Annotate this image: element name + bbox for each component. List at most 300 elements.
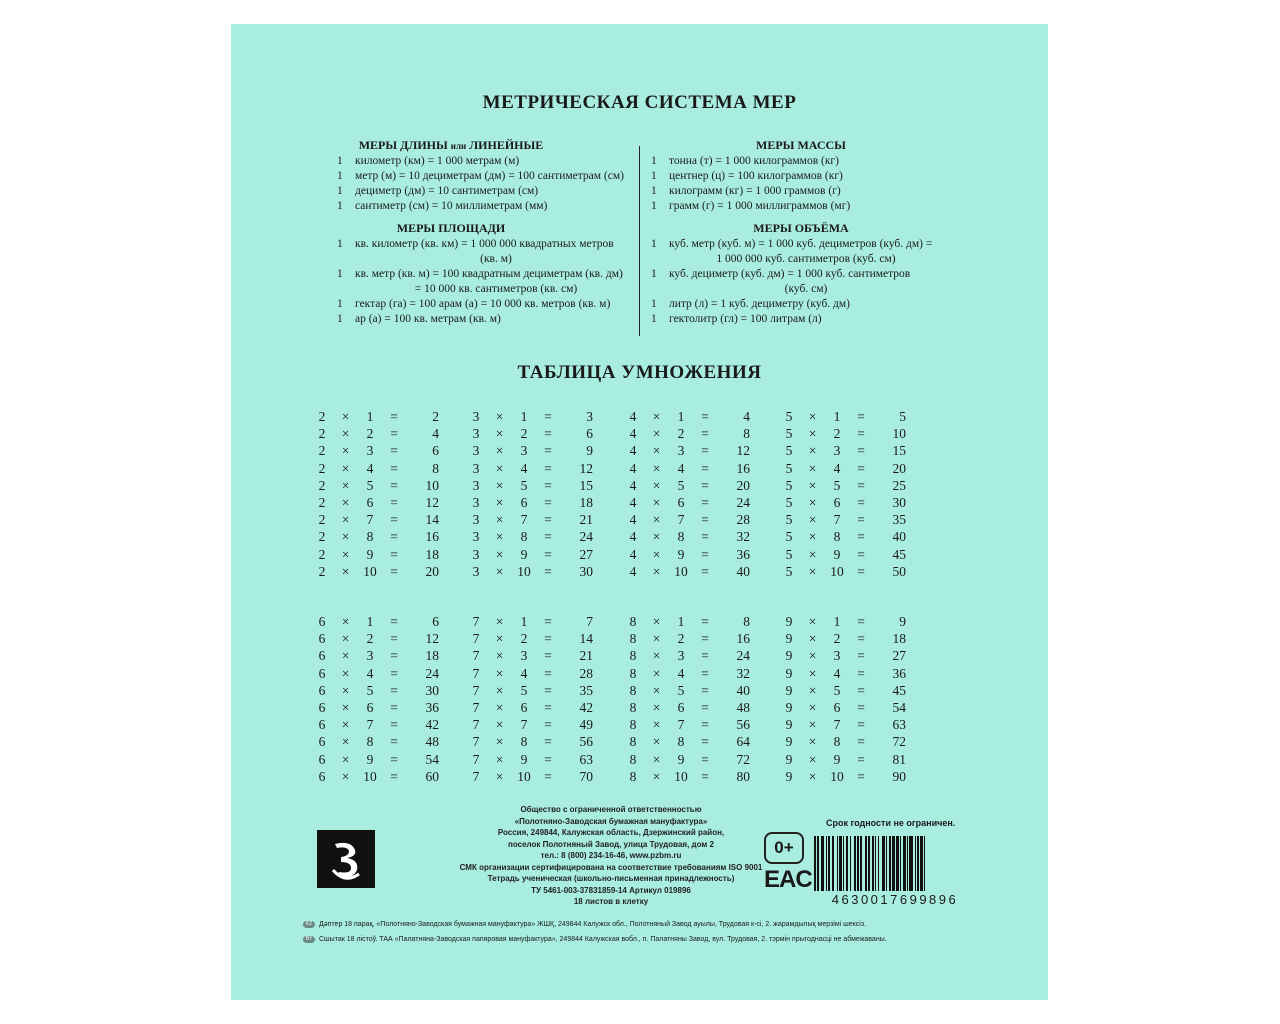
equals-sign: = [857, 529, 865, 545]
barcode-bar [886, 836, 887, 891]
barcode-bar [917, 836, 919, 891]
factor-a: 7 [472, 768, 480, 784]
factor-a: 5 [785, 563, 793, 579]
multiplication-row [781, 442, 906, 459]
shelf-life-text: Срок годности не ограничен. [826, 818, 956, 828]
multiplication-row [468, 494, 593, 511]
times-sign: × [808, 563, 817, 579]
factor-b: 7 [520, 512, 528, 528]
factor-b: 7 [520, 717, 528, 733]
barcode-bar [814, 836, 816, 891]
multiplication-row [314, 477, 439, 494]
length-rules [337, 154, 637, 214]
product: 15 [579, 477, 593, 493]
equals-sign: = [701, 665, 709, 681]
equals-sign: = [701, 443, 709, 459]
barcode-bar [868, 836, 870, 891]
equals-sign: = [544, 546, 552, 562]
times-sign: × [495, 648, 504, 664]
manufacturer-info-line: «Полотняно-Заводская бумажная мануфактура» [514, 816, 708, 826]
factor-b: 9 [833, 751, 841, 767]
equals-sign: = [857, 443, 865, 459]
equals-sign: = [544, 682, 552, 698]
factor-a: 7 [472, 734, 480, 750]
rule-text: грамм (г) = 1 000 миллиграммов (мг) [669, 200, 851, 212]
factor-a: 3 [472, 443, 480, 459]
equals-sign: = [544, 494, 552, 510]
multiplication-row [468, 699, 593, 716]
factor-b: 5 [366, 477, 374, 493]
factor-a: 7 [472, 699, 480, 715]
multiplication-table-5 [781, 408, 906, 580]
product: 50 [892, 563, 906, 579]
factor-b: 5 [366, 682, 374, 698]
factor-a: 6 [318, 682, 326, 698]
product: 49 [579, 717, 593, 733]
equals-sign: = [701, 426, 709, 442]
product: 54 [425, 751, 439, 767]
equals-sign: = [544, 477, 552, 493]
times-sign: × [341, 665, 350, 681]
times-sign: × [495, 426, 504, 442]
factor-b: 3 [677, 443, 685, 459]
equals-sign: = [390, 494, 398, 510]
rule-item [651, 169, 943, 184]
times-sign: × [341, 734, 350, 750]
multiplication-row [625, 460, 750, 477]
factor-b: 3 [520, 443, 528, 459]
rule-text-block [355, 267, 637, 297]
equals-sign: = [544, 648, 552, 664]
factor-a: 2 [318, 443, 326, 459]
factor-a: 6 [318, 648, 326, 664]
rule-text: гектолитр (гл) = 100 литрам (л) [669, 313, 822, 325]
product: 9 [586, 443, 593, 459]
factor-a: 4 [629, 409, 637, 424]
multiplication-row [625, 477, 750, 494]
factor-b: 5 [833, 682, 841, 698]
multiplication-row [314, 682, 439, 699]
multiplication-row [314, 716, 439, 733]
factor-b: 8 [366, 529, 374, 545]
rule-text-block [669, 267, 943, 297]
barcode-bar [872, 836, 873, 891]
multiplication-row [625, 716, 750, 733]
product: 40 [736, 682, 750, 698]
factor-b: 5 [677, 477, 685, 493]
product: 18 [579, 494, 593, 510]
manufacturer-info-line: 18 листов в клетку [573, 897, 649, 906]
factor-a: 6 [318, 751, 326, 767]
multiplication-table-7 [468, 613, 593, 785]
factor-b: 7 [677, 512, 685, 528]
factor-b: 6 [677, 699, 685, 715]
times-sign: × [652, 631, 661, 647]
metric-system-title: МЕТРИЧЕСКАЯ СИСТЕМА МЕР [482, 92, 797, 113]
product: 36 [425, 699, 439, 715]
times-sign: × [341, 631, 350, 647]
factor-a: 7 [472, 751, 480, 767]
product: 36 [736, 546, 750, 562]
times-sign: × [495, 768, 504, 784]
barcode-bar [889, 836, 890, 891]
times-sign: × [495, 529, 504, 545]
product: 80 [736, 768, 750, 784]
equals-sign: = [390, 409, 398, 424]
equals-sign: = [857, 460, 865, 476]
times-sign: × [341, 529, 350, 545]
rule-item [651, 312, 943, 327]
equals-sign: = [857, 426, 865, 442]
factor-b: 3 [520, 648, 528, 664]
rule-number: 1 [651, 298, 657, 310]
rule-item [337, 184, 637, 199]
product: 35 [892, 512, 906, 528]
factor-b: 3 [366, 648, 374, 664]
multiplication-row [625, 699, 750, 716]
multiplication-title: ТАБЛИЦА УМНОЖЕНИЯ [517, 362, 762, 383]
factor-a: 4 [629, 512, 637, 528]
factor-b: 8 [677, 734, 685, 750]
factor-a: 2 [318, 563, 326, 579]
equals-sign: = [390, 563, 398, 579]
times-sign: × [652, 494, 661, 510]
equals-sign: = [390, 426, 398, 442]
factor-a: 8 [629, 614, 637, 629]
times-sign: × [808, 734, 817, 750]
factor-a: 3 [472, 546, 480, 562]
times-sign: × [341, 443, 350, 459]
factor-b: 1 [366, 409, 374, 424]
rule-number: 1 [651, 155, 657, 167]
equals-sign: = [390, 614, 398, 629]
rule-number: 1 [337, 200, 343, 212]
multiplication-row [314, 494, 439, 511]
rule-text-block [669, 169, 943, 184]
times-sign: × [495, 717, 504, 733]
factor-b: 9 [366, 546, 374, 562]
equals-sign: = [701, 648, 709, 664]
rule-continuation: (куб. см) [784, 283, 828, 295]
barcode [814, 836, 976, 891]
product: 72 [736, 751, 750, 767]
factor-b: 6 [677, 494, 685, 510]
factor-b: 7 [833, 717, 841, 733]
barcode-bar [900, 836, 901, 891]
equals-sign: = [390, 768, 398, 784]
times-sign: × [808, 546, 817, 562]
rule-text: литр (л) = 1 куб. дециметру (куб. дм) [669, 298, 851, 310]
age-rating-badge: 0+ [764, 832, 804, 864]
factor-b: 3 [677, 648, 685, 664]
multiplication-row [625, 442, 750, 459]
rule-text: ар (а) = 100 кв. метрам (кв. м) [355, 313, 501, 325]
rule-text: кв. метр (кв. м) = 100 квадратным дециметрам (кв. дм) [355, 268, 623, 280]
product: 63 [579, 751, 593, 767]
factor-b: 10 [830, 563, 844, 579]
equals-sign: = [701, 512, 709, 528]
rule-item [651, 267, 943, 297]
multiplication-row [468, 751, 593, 768]
times-sign: × [808, 682, 817, 698]
factor-b: 5 [520, 477, 528, 493]
factor-b: 6 [833, 494, 841, 510]
multiplication-row [468, 647, 593, 664]
rule-item [337, 297, 637, 312]
product: 72 [892, 734, 906, 750]
rule-number: 1 [651, 200, 657, 212]
barcode-bar [832, 836, 833, 891]
factor-a: 4 [629, 546, 637, 562]
volume-rules [651, 237, 943, 327]
rule-item [337, 312, 637, 327]
multiplication-row [781, 647, 906, 664]
rule-continuation: 1 000 000 куб. сантиметров (куб. см) [716, 253, 896, 265]
multiplication-row [314, 528, 439, 545]
barcode-bar [817, 836, 818, 891]
product: 8 [743, 614, 750, 629]
barcode-bar [920, 836, 922, 891]
manufacturer-info [431, 804, 791, 908]
times-sign: × [652, 460, 661, 476]
times-sign: × [808, 426, 817, 442]
equals-sign: = [857, 563, 865, 579]
multiplication-row [314, 408, 439, 425]
multiplication-row [314, 563, 439, 580]
length-heading: МЕРЫ ДЛИНЫ или ЛИНЕЙНЫЕ [358, 138, 544, 152]
equals-sign: = [701, 563, 709, 579]
times-sign: × [341, 768, 350, 784]
product: 24 [425, 665, 439, 681]
product: 42 [425, 717, 439, 733]
factor-b: 4 [833, 665, 841, 681]
times-sign: × [808, 665, 817, 681]
factor-b: 4 [520, 665, 528, 681]
product: 81 [892, 751, 906, 767]
factor-a: 8 [629, 699, 637, 715]
product: 32 [736, 665, 750, 681]
equals-sign: = [390, 529, 398, 545]
multiplication-row [781, 716, 906, 733]
factor-b: 4 [833, 460, 841, 476]
multiplication-row [625, 647, 750, 664]
product: 5 [899, 409, 906, 424]
factor-b: 6 [520, 494, 528, 510]
times-sign: × [808, 648, 817, 664]
manufacturer-logo [317, 830, 375, 888]
factor-b: 8 [520, 529, 528, 545]
equals-sign: = [544, 614, 552, 629]
rule-text: гектар (га) = 100 арам (а) = 10 000 кв. метров (кв. м) [355, 298, 611, 310]
product: 18 [892, 631, 906, 647]
multiplication-row [781, 425, 906, 442]
multiplication-row [781, 630, 906, 647]
multiplication-row [781, 528, 906, 545]
equals-sign: = [390, 477, 398, 493]
equals-sign: = [701, 631, 709, 647]
barcode-bar [878, 836, 879, 891]
multiplication-row [314, 630, 439, 647]
product: 54 [892, 699, 906, 715]
multiplication-table-4 [625, 408, 750, 580]
product: 64 [736, 734, 750, 750]
factor-b: 5 [677, 682, 685, 698]
product: 28 [579, 665, 593, 681]
barcode-bar [860, 836, 862, 891]
times-sign: × [495, 751, 504, 767]
factor-b: 2 [366, 426, 374, 442]
multiplication-row [314, 733, 439, 750]
product: 16 [736, 631, 750, 647]
factor-a: 9 [785, 768, 793, 784]
factor-b: 1 [677, 614, 685, 629]
rule-text: центнер (ц) = 100 килограммов (кг) [669, 170, 843, 182]
multiplication-row [781, 563, 906, 580]
multiplication-row [625, 408, 750, 425]
equals-sign: = [544, 717, 552, 733]
multiplication-row [781, 494, 906, 511]
multiplication-row [781, 613, 906, 630]
rule-text: килограмм (кг) = 1 000 граммов (г) [669, 185, 841, 197]
product: 45 [892, 546, 906, 562]
factor-a: 9 [785, 665, 793, 681]
factor-a: 2 [318, 529, 326, 545]
product: 10 [892, 426, 906, 442]
product: 20 [736, 477, 750, 493]
multiplication-row [468, 408, 593, 425]
product: 32 [736, 529, 750, 545]
times-sign: × [341, 751, 350, 767]
rule-item [337, 199, 637, 214]
equals-sign: = [390, 648, 398, 664]
equals-sign: = [544, 460, 552, 476]
factor-a: 9 [785, 631, 793, 647]
rule-item [651, 154, 943, 169]
multiplication-row [625, 511, 750, 528]
by-badge: BY [303, 936, 315, 943]
equals-sign: = [544, 734, 552, 750]
factor-a: 2 [318, 477, 326, 493]
factor-a: 5 [785, 443, 793, 459]
barcode-bar [924, 836, 925, 891]
mass-rules [651, 154, 943, 214]
rule-text: куб. метр (куб. м) = 1 000 куб. дециметров (куб. дм) = [669, 238, 933, 250]
manufacturer-info-line: поселок Полотняный Завод, улица Трудовая, дом 2 [508, 839, 714, 849]
factor-b: 6 [366, 494, 374, 510]
factor-b: 4 [677, 665, 685, 681]
factor-a: 3 [472, 460, 480, 476]
equals-sign: = [857, 614, 865, 629]
product: 15 [892, 443, 906, 459]
volume-heading: МЕРЫ ОБЪЁМА [753, 221, 849, 235]
factor-b: 4 [366, 665, 374, 681]
factor-a: 5 [785, 426, 793, 442]
times-sign: × [652, 426, 661, 442]
multiplication-row [468, 768, 593, 785]
factor-a: 4 [629, 494, 637, 510]
area-heading: МЕРЫ ПЛОЩАДИ [396, 221, 506, 235]
times-sign: × [495, 563, 504, 579]
equals-sign: = [701, 734, 709, 750]
factor-a: 8 [629, 631, 637, 647]
times-sign: × [341, 546, 350, 562]
times-sign: × [341, 409, 350, 424]
multiplication-row [314, 442, 439, 459]
factor-a: 9 [785, 699, 793, 715]
multiplication-row [625, 630, 750, 647]
product: 70 [579, 768, 593, 784]
factor-a: 5 [785, 409, 793, 424]
rule-number: 1 [337, 238, 343, 250]
multiplication-table-2 [314, 408, 439, 580]
product: 63 [892, 717, 906, 733]
multiplication-row [314, 613, 439, 630]
factor-a: 9 [785, 751, 793, 767]
times-sign: × [652, 477, 661, 493]
factor-a: 2 [318, 546, 326, 562]
times-sign: × [495, 477, 504, 493]
factor-a: 3 [472, 477, 480, 493]
times-sign: × [652, 614, 661, 629]
equals-sign: = [390, 546, 398, 562]
product: 40 [736, 563, 750, 579]
product: 6 [432, 443, 439, 459]
multiplication-row [468, 630, 593, 647]
equals-sign: = [857, 631, 865, 647]
factor-a: 7 [472, 665, 480, 681]
factor-a: 4 [629, 426, 637, 442]
factor-a: 8 [629, 734, 637, 750]
rule-text-block [355, 237, 637, 267]
equals-sign: = [857, 734, 865, 750]
factor-b: 6 [520, 699, 528, 715]
equals-sign: = [701, 614, 709, 629]
area-rules [337, 237, 637, 327]
by-info-text: Сшытак 18 лістоў. ТАА «Палатняна-Заводская папяровая мануфактура», 249844 Калужская вобл., п. Палатняны Завод, вул. Трудовая, 2. тэрмін прыгоднасці не абмежаваны. [319, 936, 887, 943]
product: 14 [425, 512, 439, 528]
multiplication-table-9 [781, 613, 906, 785]
multiplication-row [781, 511, 906, 528]
rule-item [337, 154, 637, 169]
factor-b: 8 [520, 734, 528, 750]
equals-sign: = [701, 460, 709, 476]
factor-b: 8 [833, 529, 841, 545]
kz-badge: KZ [303, 921, 315, 928]
factor-a: 9 [785, 734, 793, 750]
factor-a: 5 [785, 529, 793, 545]
barcode-bar [828, 836, 830, 891]
multiplication-row [781, 460, 906, 477]
times-sign: × [341, 699, 350, 715]
times-sign: × [652, 699, 661, 715]
multiplication-row [314, 511, 439, 528]
equals-sign: = [390, 717, 398, 733]
barcode-bar [854, 836, 856, 891]
rule-item [651, 297, 943, 312]
factor-b: 1 [677, 409, 685, 424]
factor-b: 10 [517, 768, 531, 784]
factor-b: 4 [520, 460, 528, 476]
equals-sign: = [857, 768, 865, 784]
kz-info-line [303, 921, 866, 928]
equals-sign: = [390, 631, 398, 647]
times-sign: × [808, 494, 817, 510]
factor-a: 2 [318, 409, 326, 424]
barcode-bar [896, 836, 898, 891]
factor-a: 6 [318, 768, 326, 784]
times-sign: × [495, 409, 504, 424]
multiplication-row [468, 528, 593, 545]
